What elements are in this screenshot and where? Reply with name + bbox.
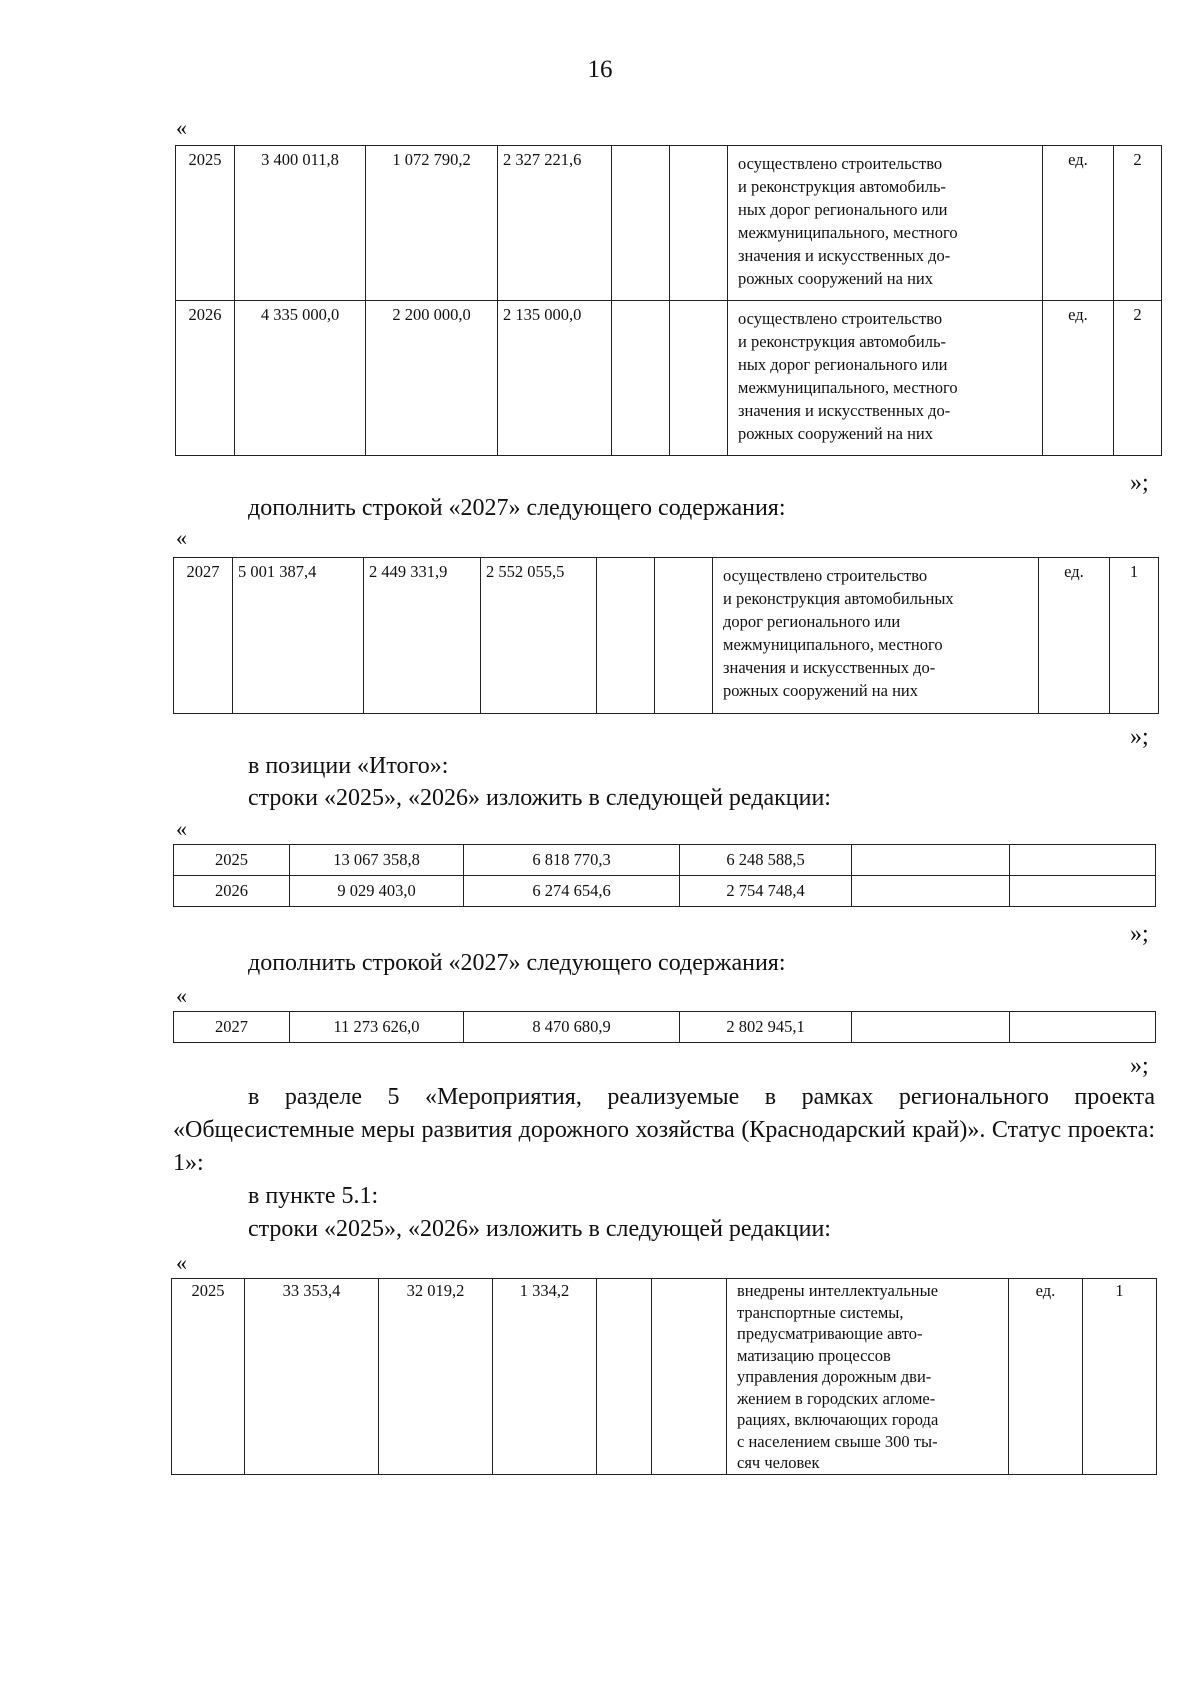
unit-cell: ед. [1043,301,1114,456]
desc-line: рожных сооружений на них [723,681,918,700]
desc-line: и реконструкция автомобильных [723,589,954,608]
table-row [174,845,1156,876]
regional-cell: 2 135 000,0 [498,301,612,456]
desc-line: рожных сооружений на них [738,269,933,288]
regional-cell: 1 334,2 [493,1279,597,1475]
desc-line: предусматривающие авто- [737,1324,923,1343]
empty-cell [1010,845,1156,876]
desc-line: жением в городских агломе- [737,1388,936,1408]
desc-line: межмуниципального, местного [738,378,958,397]
desc-line: и реконструкция автомобиль- [738,332,946,351]
federal-cell: 32 019,2 [379,1279,493,1475]
quantity-cell: 1 [1110,558,1159,714]
total-cell: 13 067 358,8 [290,845,464,876]
total-cell: 5 001 387,4 [233,558,364,714]
table-row [176,301,1162,456]
desc-line: значения и искусственных до- [738,401,951,420]
empty-cell [1010,876,1156,907]
desc-line: и реконструкция автомобиль- [738,177,946,196]
year-cell: 2027 [174,558,233,714]
year-cell: 2026 [174,876,290,907]
desc-line: матизацию процессов [737,1345,891,1365]
close-quote: »; [1130,724,1149,750]
desc-line: значения и искусственных до- [723,658,936,677]
regional-cell: 2 802 945,1 [680,1012,852,1043]
open-quote: « [176,816,187,841]
empty-cell [597,558,655,714]
table-row [174,558,1159,714]
year-cell: 2025 [172,1279,245,1475]
desc-line: ных дорог регионального или [738,355,948,374]
empty-cell [852,845,1010,876]
page-number: 16 [587,56,613,83]
paragraph-section-5: в разделе 5 «Мероприятия, реализуемые в рамках регионального проекта «Общесистемные меры развития дорожного хозяйства (Краснодарский край)». Статус проекта: 1»: [173,1084,1155,1176]
table-total-2025-2026 [173,844,1156,907]
close-quote: »; [1130,1053,1149,1079]
empty-cell [670,301,728,456]
paragraph-item-5-1: в пункте 5.1: [248,1183,379,1209]
desc-line: транспортные системы, [737,1302,904,1322]
table-intelligent-transport-2025 [171,1278,1157,1475]
desc-line: рожных сооружений на них [738,424,933,443]
quantity-cell: 2 [1114,301,1162,456]
paragraph-add-row-2027: дополнить строкой «2027» следующего содержания: [248,495,786,521]
empty-cell [852,1012,1010,1043]
description-cell [727,1279,1009,1475]
desc-line: дорог регионального или [723,612,901,631]
desc-line: ных дорог регионального или [738,200,948,219]
quantity-cell: 1 [1083,1279,1157,1475]
regional-cell: 6 248 588,5 [680,845,852,876]
regional-cell: 2 552 055,5 [481,558,597,714]
desc-line: осуществлено строительство [723,566,928,585]
total-cell: 9 029 403,0 [290,876,464,907]
desc-line: значения и искусственных до- [738,246,951,265]
federal-cell: 6 274 654,6 [464,876,680,907]
empty-cell [597,1279,652,1475]
desc-line: рациях, включающих города [737,1410,939,1429]
federal-cell: 6 818 770,3 [464,845,680,876]
total-cell: 4 335 000,0 [235,301,366,456]
open-quote: « [176,525,187,550]
empty-cell [612,301,670,456]
desc-line: межмуниципального, местного [723,635,943,654]
close-quote: »; [1130,470,1149,496]
table-total-2027 [173,1011,1156,1043]
table-row [172,1279,1157,1475]
year-cell: 2027 [174,1012,290,1043]
total-cell: 11 273 626,0 [290,1012,464,1043]
empty-cell [670,146,728,301]
unit-cell: ед. [1039,558,1110,714]
desc-line: управления дорожным дви- [737,1367,932,1386]
federal-cell: 8 470 680,9 [464,1012,680,1043]
table-row [176,146,1162,301]
empty-cell [1010,1012,1156,1043]
paragraph-rows-new-edition: строки «2025», «2026» изложить в следующей редакции: [248,785,831,811]
unit-cell: ед. [1043,146,1114,301]
federal-cell: 2 200 000,0 [366,301,498,456]
open-quote: « [176,115,187,140]
desc-line: с населением свыше 300 ты- [737,1431,938,1451]
year-cell: 2025 [174,845,290,876]
desc-line: сяч человек [737,1453,820,1472]
paragraph-rows-new-edition-5-1: строки «2025», «2026» изложить в следующей редакции: [248,1216,831,1242]
federal-cell: 2 449 331,9 [364,558,481,714]
regional-cell: 2 754 748,4 [680,876,852,907]
total-cell: 3 400 011,8 [235,146,366,301]
quantity-cell: 2 [1114,146,1162,301]
empty-cell [652,1279,727,1475]
description-cell [728,301,1043,456]
total-cell: 33 353,4 [245,1279,379,1475]
empty-cell [852,876,1010,907]
desc-line: внедрены интеллектуальные [737,1281,939,1300]
description-cell [713,558,1039,714]
open-quote: « [176,983,187,1008]
table-road-construction-2025-2026 [175,145,1162,456]
year-cell: 2025 [176,146,235,301]
desc-line: осуществлено строительство [738,154,943,173]
empty-cell [612,146,670,301]
paragraph-itogo-position: в позиции «Итого»: [248,753,449,779]
paragraph-add-row-2027-total: дополнить строкой «2027» следующего содержания: [248,950,786,976]
description-cell [728,146,1043,301]
desc-line: осуществлено строительство [738,309,943,328]
regional-cell: 2 327 221,6 [498,146,612,301]
empty-cell [655,558,713,714]
close-quote: »; [1130,921,1149,947]
desc-line: межмуниципального, местного [738,223,958,242]
table-road-construction-2027 [173,557,1159,714]
year-cell: 2026 [176,301,235,456]
table-row [174,876,1156,907]
unit-cell: ед. [1009,1279,1083,1475]
open-quote: « [176,1250,187,1275]
table-row [174,1012,1156,1043]
federal-cell: 1 072 790,2 [366,146,498,301]
